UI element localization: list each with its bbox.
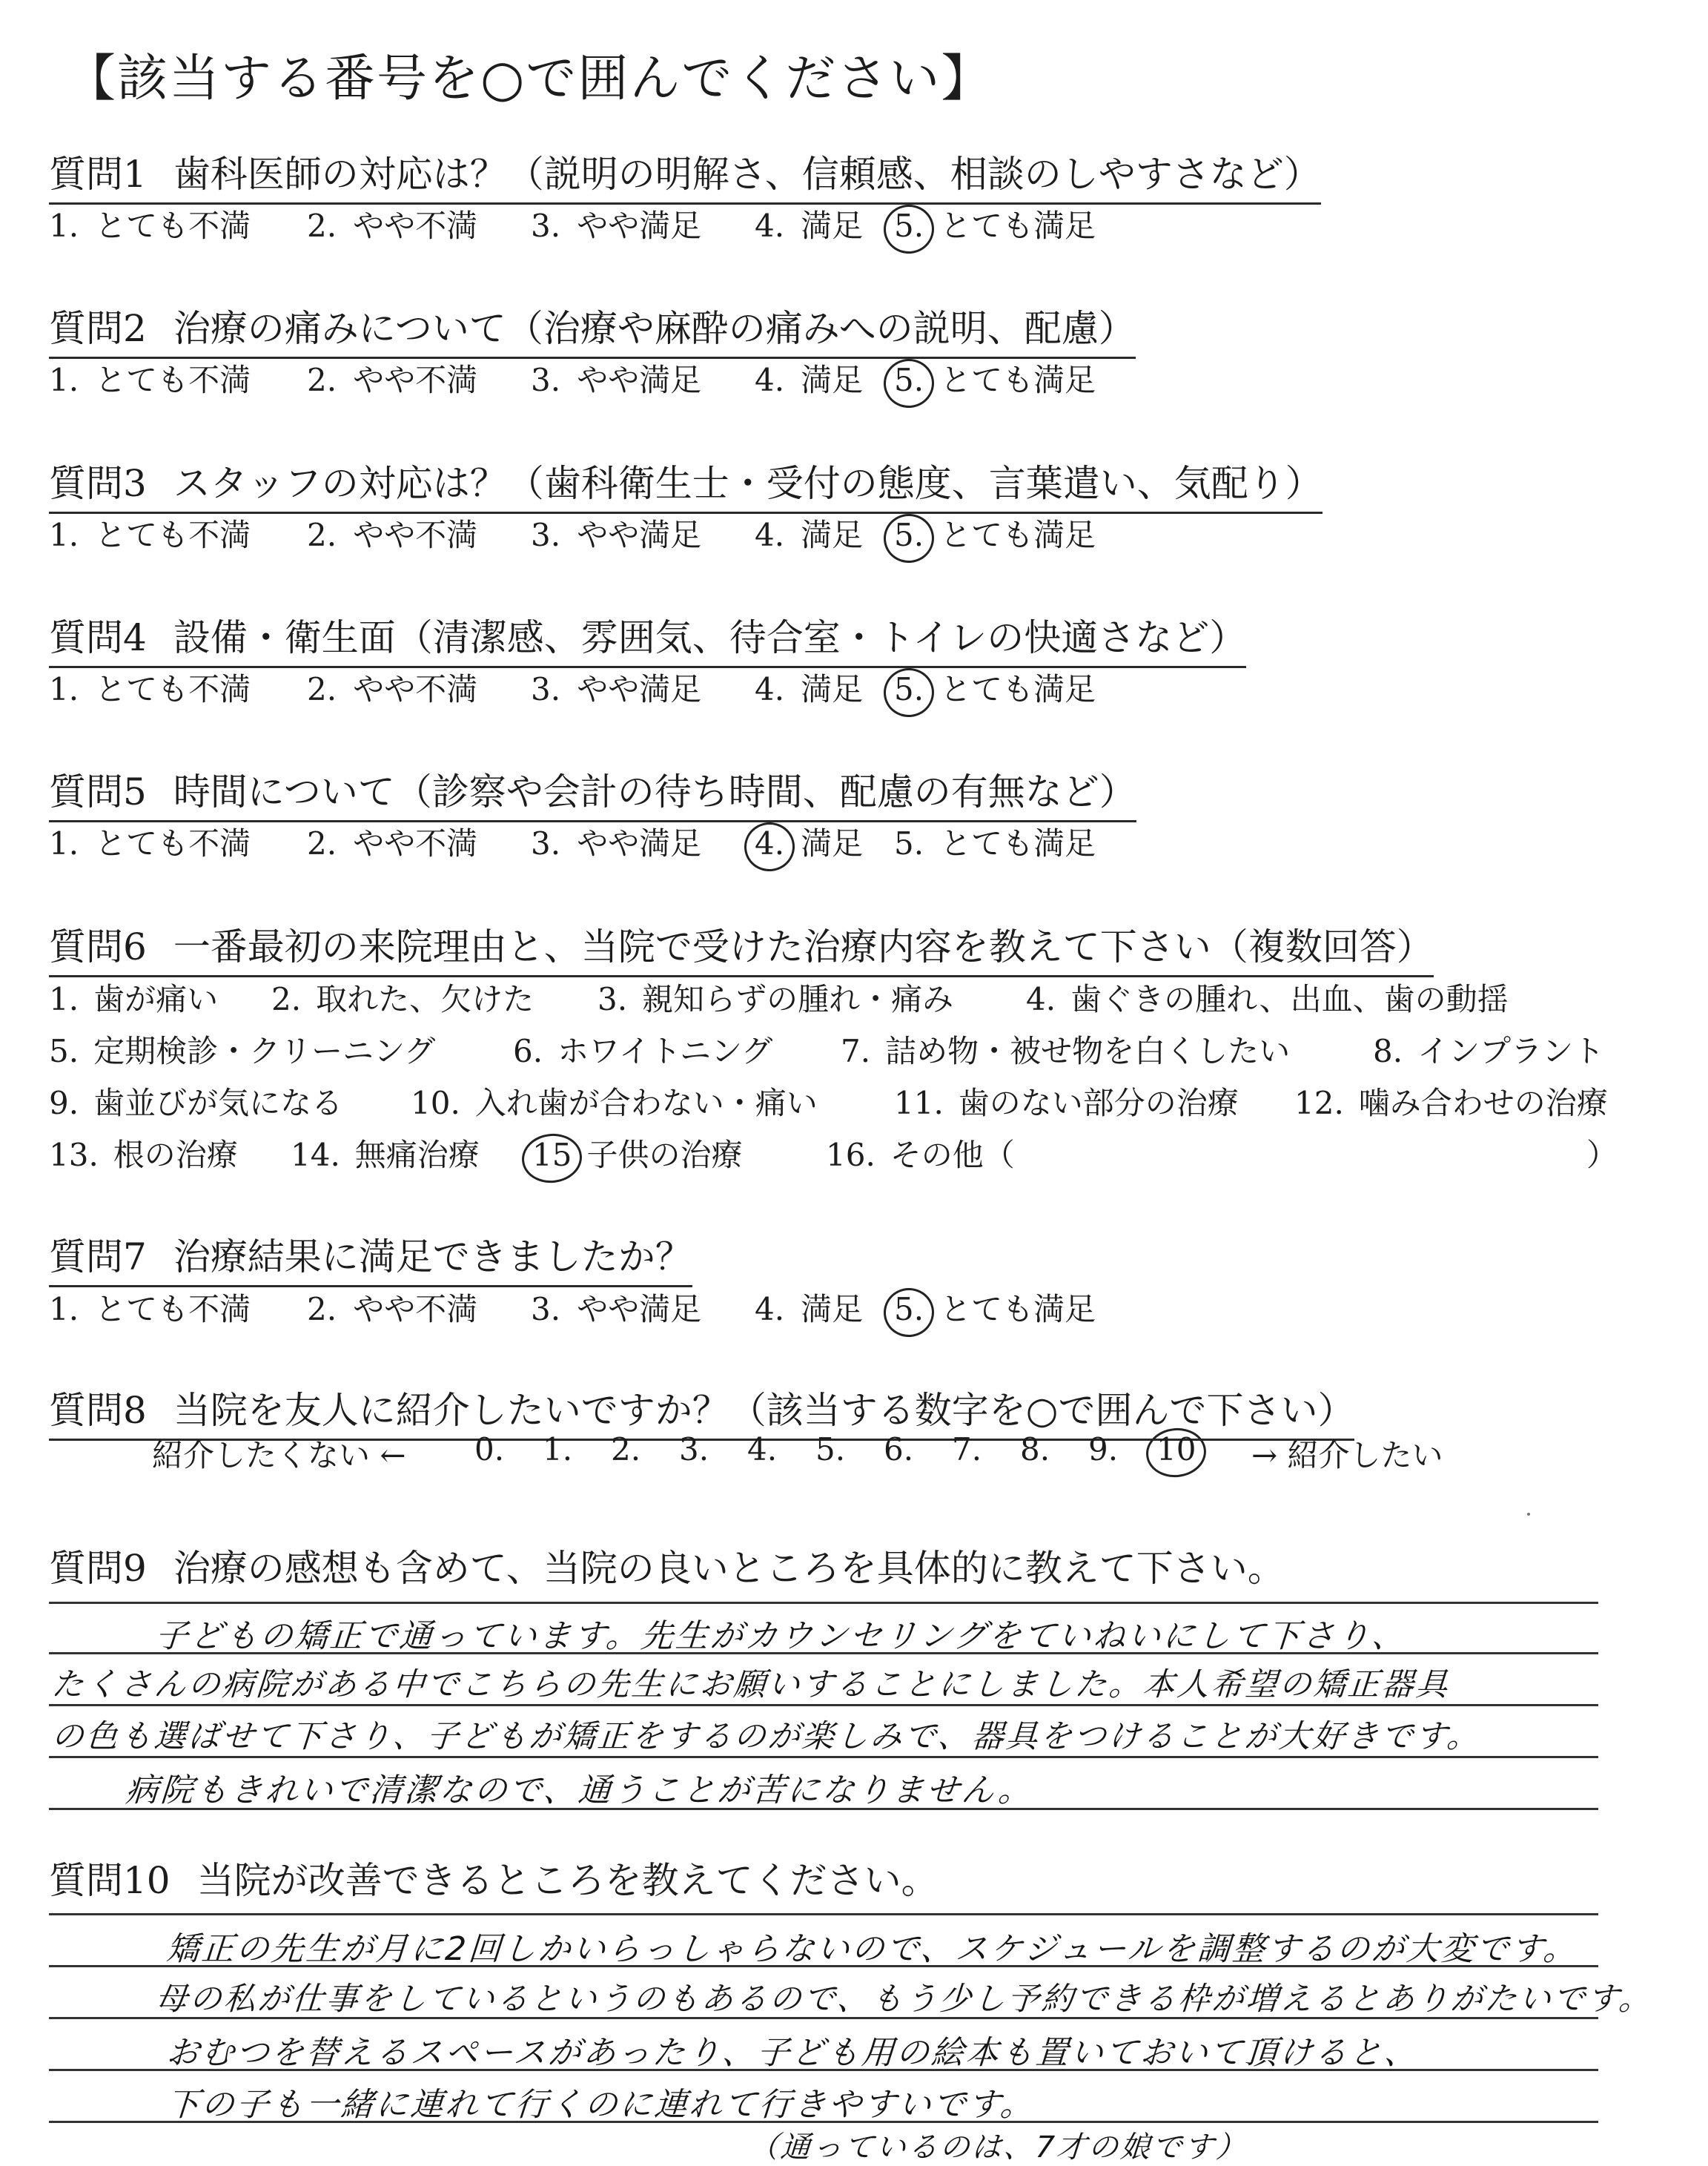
scale-option-2[interactable] — [307, 819, 477, 864]
option-label: 満足 — [801, 362, 864, 398]
q6-option[interactable] — [49, 1027, 435, 1072]
option-label: その他（ — [890, 1137, 1015, 1173]
option-number: 13. — [49, 1137, 99, 1173]
scale-option-2[interactable] — [307, 511, 477, 555]
scale-option-5[interactable] — [894, 665, 1096, 710]
option-label: ホワイトニング — [557, 1033, 773, 1069]
option-label: 子供の治療 — [586, 1137, 743, 1173]
scale-number: 3. — [679, 1431, 709, 1467]
option-number: 5. — [894, 208, 924, 244]
scale-number: 4. — [747, 1431, 778, 1467]
question-4-label: 質問4 — [49, 616, 147, 659]
option-label: 取れた、欠けた — [316, 981, 534, 1017]
question-10-text: 当院が改善できるところを教えてください。 — [196, 1859, 939, 1902]
option-label: やや満足 — [577, 208, 702, 244]
question-6-text: 一番最初の来院理由と、当院で受けた治療内容を教えて下さい（複数回答） — [173, 925, 1434, 968]
option-number: 12. — [1294, 1085, 1344, 1121]
scale-option-4[interactable] — [755, 819, 863, 864]
question-5-heading — [49, 762, 1136, 822]
q6-option[interactable] — [598, 975, 953, 1020]
option-label: とても不満 — [95, 671, 251, 707]
q8-scale-value[interactable] — [679, 1431, 709, 1467]
scale-option-2[interactable] — [307, 356, 477, 400]
q10-answer-line — [49, 1913, 1598, 1915]
scale-option-3[interactable] — [531, 202, 701, 246]
option-number: 6. — [513, 1033, 543, 1069]
scale-option-3[interactable] — [531, 1285, 701, 1330]
scale-number: 2. — [611, 1431, 641, 1467]
question-1-heading — [49, 145, 1321, 205]
option-number: 1. — [49, 517, 79, 553]
scale-option-1[interactable] — [49, 1285, 251, 1330]
option-label: やや不満 — [353, 1291, 478, 1327]
option-label: 歯のない部分の治療 — [958, 1085, 1239, 1121]
option-label: やや満足 — [577, 517, 702, 553]
option-number: 4. — [755, 671, 785, 707]
scale-number: 8. — [1020, 1431, 1050, 1467]
scale-option-5[interactable] — [894, 356, 1096, 400]
option-label: 歯並びが気になる — [93, 1085, 343, 1121]
option-number: 5. — [894, 671, 924, 707]
q6-option[interactable] — [532, 1131, 742, 1175]
option-number: 5. — [894, 517, 924, 553]
scale-option-4[interactable] — [755, 356, 863, 400]
q8-scale-value[interactable] — [543, 1431, 572, 1467]
q8-right-label: → 紹介したい — [1251, 1437, 1443, 1473]
q6-option[interactable] — [49, 1079, 342, 1123]
scale-option-4[interactable] — [755, 665, 863, 710]
question-3-label: 質問3 — [49, 462, 147, 505]
scale-number: 10 — [1156, 1431, 1196, 1467]
option-number: 5. — [894, 362, 924, 398]
option-label: とても不満 — [95, 208, 251, 244]
q8-scale-value[interactable] — [952, 1431, 982, 1467]
q6-other-close-paren: ） — [1586, 1137, 1618, 1173]
option-label: 満足 — [801, 825, 864, 862]
question-9-text: 治療の感想も含めて、当院の良いところを具体的に教えて下さい。 — [173, 1547, 1285, 1590]
option-number: 2. — [271, 981, 302, 1017]
option-number: 1. — [49, 362, 79, 398]
scale-option-1[interactable] — [49, 665, 251, 710]
scale-option-3[interactable] — [531, 819, 701, 864]
scale-option-1[interactable] — [49, 511, 251, 555]
option-label: やや満足 — [577, 1291, 702, 1327]
option-number: 4. — [1026, 981, 1056, 1017]
q6-option[interactable] — [1373, 1027, 1604, 1072]
q8-left-label: 紹介したくない ← — [152, 1437, 406, 1473]
q10-answer-note: （通っているのは、7才の娘です） — [747, 2130, 1249, 2165]
q8-scale-value[interactable] — [884, 1431, 913, 1467]
question-10-heading — [49, 1851, 939, 1909]
question-5-label: 質問5 — [49, 770, 147, 813]
q9-answer-text: 病院もきれいで清潔なので、通うことが苦になりません。 — [124, 1772, 1035, 1809]
option-label: 満足 — [801, 208, 864, 244]
scale-number: 1. — [543, 1431, 573, 1467]
q9-answer-text: たくさんの病院がある中でこちらの先生にお願いすることにしました。本人希望の矯正器具 — [50, 1666, 1452, 1703]
question-7-text: 治療結果に満足できましたか？ — [173, 1235, 692, 1278]
option-label: インプラント — [1417, 1033, 1605, 1069]
question-7-label: 質問7 — [49, 1235, 147, 1278]
question-9-label: 質問9 — [49, 1547, 147, 1590]
q8-scale-value[interactable] — [474, 1431, 504, 1467]
option-number: 1. — [49, 671, 79, 707]
q8-scale-value[interactable] — [1088, 1431, 1118, 1467]
q9-answer-text: の色も選ばせて下さり、子どもが矯正をするのが楽しみで、器具をつけることが大好きです。 — [50, 1718, 1483, 1755]
q6-option[interactable] — [1294, 1079, 1608, 1123]
q9-answer-text: 子どもの矯正で通っています。先生がカウンセリングをていねいにして下さり、 — [153, 1617, 1409, 1655]
q6-option[interactable] — [826, 1131, 1015, 1175]
q10-answer-text: 母の私が仕事をしているというのもあるので、もう少し予約できる枠が増えるとありがたいです。 — [154, 1981, 1655, 2018]
question-7-heading — [49, 1227, 692, 1287]
question-6-heading — [49, 917, 1434, 977]
option-label: やや不満 — [353, 671, 478, 707]
option-label: とても満足 — [940, 208, 1096, 244]
option-number: 15 — [532, 1137, 572, 1173]
scale-option-1[interactable] — [49, 819, 251, 864]
q6-option[interactable] — [291, 1131, 480, 1175]
option-label: とても満足 — [940, 517, 1096, 553]
q6-option[interactable] — [513, 1027, 772, 1072]
question-8-text: 当院を友人に紹介したいですか？（該当する数字を○で囲んで下さい） — [173, 1389, 1355, 1432]
option-number: 4. — [755, 208, 785, 244]
scale-number: 6. — [884, 1431, 914, 1467]
option-label: 定期検診・クリーニング — [93, 1033, 436, 1069]
scale-option-5[interactable] — [894, 511, 1096, 555]
q6-option[interactable] — [49, 975, 218, 1020]
page-title: 【該当する番号を○で囲んでください】 — [65, 50, 993, 108]
question-1-label: 質問1 — [49, 153, 147, 196]
q9-answer-line — [49, 1602, 1598, 1604]
option-label: やや満足 — [577, 671, 702, 707]
q6-option[interactable] — [894, 1079, 1239, 1123]
option-number: 3. — [598, 981, 628, 1017]
scale-option-1[interactable] — [49, 202, 251, 246]
option-label: 歯が痛い — [93, 981, 219, 1017]
q8-scale-value[interactable] — [611, 1431, 640, 1467]
option-number: 7. — [841, 1033, 871, 1069]
scale-option-4[interactable] — [755, 1285, 863, 1330]
q6-option[interactable] — [271, 975, 534, 1020]
scale-option-1[interactable] — [49, 356, 251, 400]
option-number: 2. — [307, 517, 337, 553]
option-number: 5. — [894, 825, 924, 862]
question-3-text: スタッフの対応は？（歯科衛生士・受付の態度、言葉遣い、気配り） — [173, 462, 1323, 505]
scale-number: 5. — [815, 1431, 846, 1467]
option-number: 5. — [49, 1033, 79, 1069]
q6-option[interactable] — [411, 1079, 818, 1123]
option-label: やや不満 — [353, 362, 478, 398]
option-label: とても満足 — [940, 825, 1096, 862]
option-number: 16. — [826, 1137, 875, 1173]
option-label: 満足 — [801, 671, 864, 707]
scale-option-2[interactable] — [307, 1285, 477, 1330]
q8-scale-value[interactable] — [747, 1431, 777, 1467]
option-label: 親知らずの腫れ・痛み — [642, 981, 954, 1017]
question-8-label: 質問8 — [49, 1389, 147, 1432]
option-label: とても満足 — [940, 1291, 1096, 1327]
option-label: とても不満 — [95, 517, 251, 553]
option-number: 3. — [531, 1291, 561, 1327]
question-6-label: 質問6 — [49, 925, 147, 968]
option-number: 3. — [531, 825, 561, 862]
scale-option-5[interactable] — [894, 819, 1096, 864]
q10-answer-text: 下の子も一緒に連れて行くのに連れて行きやすいです。 — [165, 2086, 1036, 2124]
option-label: とても満足 — [940, 671, 1096, 707]
question-3-heading — [49, 454, 1323, 514]
option-number: 3. — [531, 208, 561, 244]
scale-option-3[interactable] — [531, 665, 701, 710]
q10-answer-text: おむつを替えるスペースがあったり、子ども用の絵本も置いておいて頂けると、 — [165, 2034, 1420, 2072]
option-number: 4. — [755, 362, 785, 398]
question-2-label: 質問2 — [49, 307, 147, 350]
question-4-heading — [49, 608, 1246, 668]
question-9-heading — [49, 1539, 1285, 1597]
option-number: 2. — [307, 362, 337, 398]
option-label: とても不満 — [95, 1291, 251, 1327]
option-number: 4. — [755, 1291, 785, 1327]
option-number: 2. — [307, 208, 337, 244]
option-number: 1. — [49, 208, 79, 244]
scale-number: 7. — [952, 1431, 982, 1467]
option-number: 2. — [307, 825, 337, 862]
option-label: 満足 — [801, 1291, 864, 1327]
option-label: とても不満 — [95, 362, 251, 398]
scale-option-5[interactable] — [894, 1285, 1096, 1330]
option-number: 10. — [411, 1085, 460, 1121]
option-number: 14. — [291, 1137, 340, 1173]
option-number: 3. — [531, 362, 561, 398]
scale-option-4[interactable] — [755, 511, 863, 555]
option-label: やや不満 — [353, 517, 478, 553]
option-label: とても不満 — [95, 825, 251, 862]
option-number: 5. — [894, 1291, 924, 1327]
question-5-text: 時間について（診察や会計の待ち時間、配慮の有無など） — [173, 770, 1136, 813]
question-10-label: 質問10 — [49, 1859, 171, 1902]
option-number: 3. — [531, 671, 561, 707]
scale-number: 9. — [1088, 1431, 1119, 1467]
option-number: 2. — [307, 671, 337, 707]
option-label: やや不満 — [353, 825, 478, 862]
option-number: 1. — [49, 825, 79, 862]
option-label: 詰め物・被せ物を白くしたい — [885, 1033, 1291, 1069]
scale-option-2[interactable] — [307, 665, 477, 710]
scale-option-3[interactable] — [531, 356, 701, 400]
option-number: 9. — [49, 1085, 79, 1121]
scale-option-4[interactable] — [755, 202, 863, 246]
option-label: やや満足 — [577, 825, 702, 862]
question-2-heading — [49, 299, 1136, 359]
scale-number: 0. — [474, 1431, 505, 1467]
option-number: 11. — [894, 1085, 944, 1121]
option-label: 入れ歯が合わない・痛い — [474, 1085, 818, 1121]
question-4-text: 設備・衛生面（清潔感、雰囲気、待合室・トイレの快適さなど） — [173, 616, 1247, 659]
option-label: やや不満 — [353, 208, 478, 244]
option-number: 1. — [49, 981, 79, 1017]
option-number: 4. — [755, 825, 785, 862]
q8-scale-value[interactable] — [815, 1431, 845, 1467]
stray-mark-icon — [1527, 1513, 1530, 1516]
option-number: 8. — [1373, 1033, 1403, 1069]
option-label: 根の治療 — [113, 1137, 238, 1173]
question-2-text: 治療の痛みについて（治療や麻酔の痛みへの説明、配慮） — [173, 307, 1136, 350]
q6-option[interactable] — [841, 1027, 1290, 1072]
q8-scale-value[interactable] — [1020, 1431, 1050, 1467]
option-label: 歯ぐきの腫れ、出血、歯の動揺 — [1070, 981, 1509, 1017]
option-label: とても満足 — [940, 362, 1096, 398]
option-label: やや満足 — [577, 362, 702, 398]
q6-option[interactable] — [49, 1131, 238, 1175]
option-number: 2. — [307, 1291, 337, 1327]
scale-option-5[interactable] — [894, 202, 1096, 246]
option-label: 噛み合わせの治療 — [1358, 1085, 1608, 1121]
q8-scale-value[interactable] — [1156, 1431, 1196, 1467]
option-number: 3. — [531, 517, 561, 553]
q6-option[interactable] — [1026, 975, 1509, 1020]
option-number: 1. — [49, 1291, 79, 1327]
option-label: 無痛治療 — [354, 1137, 480, 1173]
question-1-text: 歯科医師の対応は？（説明の明解さ、信頼感、相談のしやすさなど） — [173, 153, 1321, 196]
option-number: 4. — [755, 517, 785, 553]
scale-option-3[interactable] — [531, 511, 701, 555]
q10-answer-text: 矯正の先生が月に2回しかいらっしゃらないので、スケジュールを調整するのが大変です。 — [165, 1930, 1580, 1968]
option-label: 満足 — [801, 517, 864, 553]
scale-option-2[interactable] — [307, 202, 477, 246]
